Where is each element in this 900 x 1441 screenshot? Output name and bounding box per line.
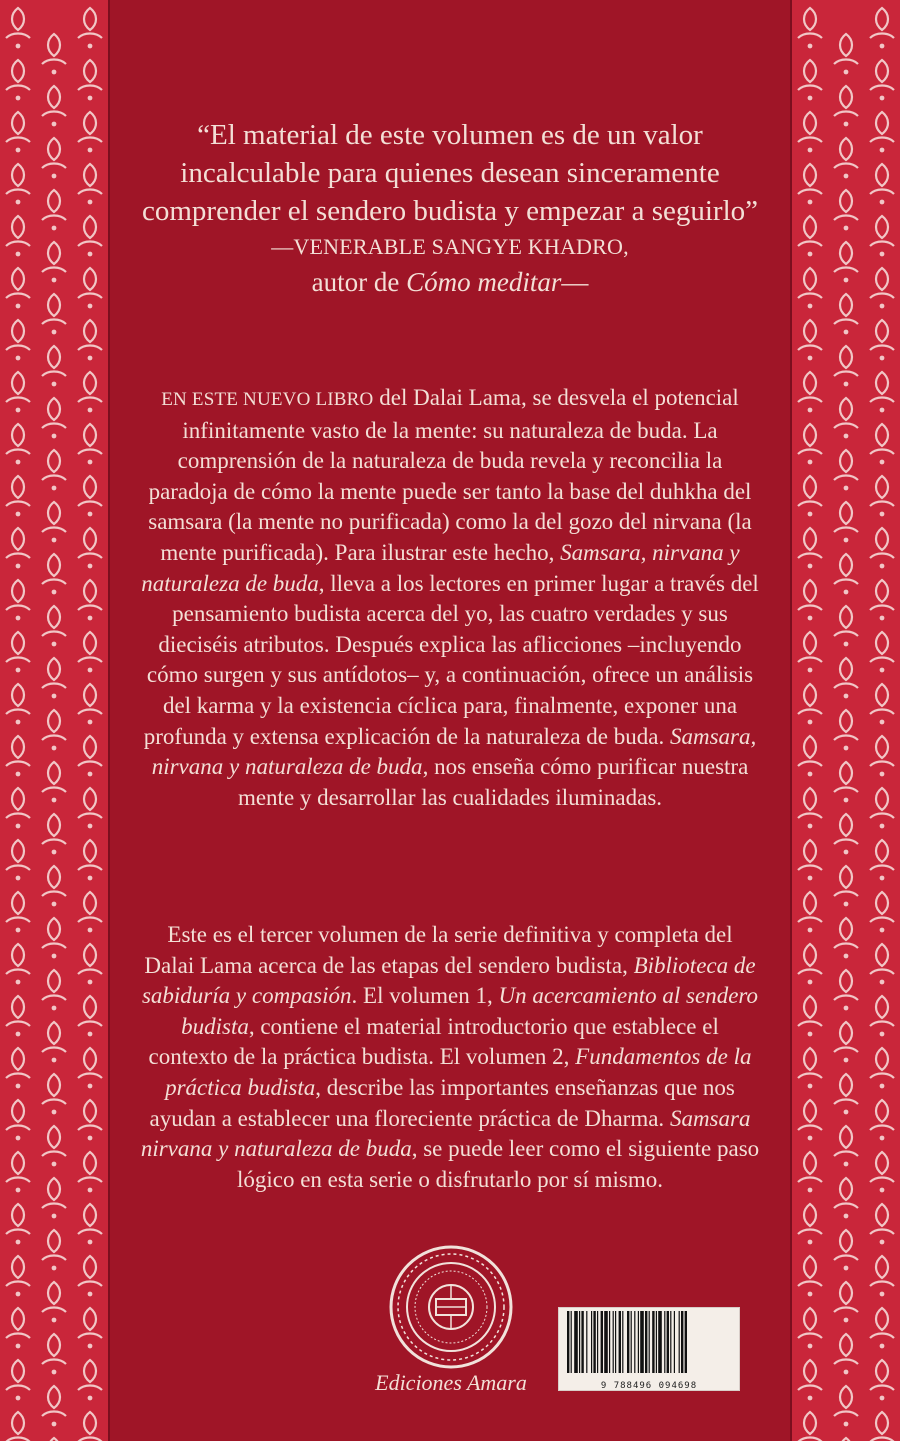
ornament-motif-icon	[6, 528, 30, 568]
publisher-name: Ediciones Amara	[375, 1370, 527, 1395]
ornament-motif-icon	[798, 944, 822, 984]
book-title: Samsara, nirvana y naturaleza de buda	[151, 723, 757, 780]
ornament-motif-icon	[798, 892, 822, 932]
ornament-motif-icon	[798, 164, 822, 204]
ornament-motif-icon	[834, 918, 858, 958]
ornament-motif-icon	[78, 8, 102, 48]
barcode-bar	[656, 1311, 657, 1373]
ornament-motif-icon	[6, 840, 30, 880]
ornament-motif-icon	[6, 8, 30, 48]
ornament-motif-icon	[870, 112, 894, 152]
ornament-motif-icon	[6, 1100, 30, 1140]
ornament-motif-icon	[834, 294, 858, 334]
ornament-motif-icon	[78, 476, 102, 516]
ornament-motif-icon	[798, 736, 822, 776]
ornament-motif-icon	[870, 788, 894, 828]
ornament-motif-icon	[6, 1152, 30, 1192]
ornament-motif-icon	[870, 60, 894, 100]
ornament-motif-icon	[42, 450, 66, 490]
ornament-motif-icon	[834, 346, 858, 386]
ornament-motif-icon	[798, 580, 822, 620]
ornament-motif-icon	[798, 840, 822, 880]
ornamental-border-left	[0, 0, 108, 1441]
description-paragraph: EN ESTE NUEVO LIBRO del Dalai Lama, se desvela el potencial infinitamente vasto de la mente: su naturaleza de buda. La comprensión de la naturaleza de buda revela y reconcilia la paradoja de cómo la mente puede ser tanto la base del duhkha del samsara (la mente no purificada) como la del gozo del nirvana (la mente purificada). Para ilustrar este hecho, Samsara, nirvana y naturaleza de buda, lleva a los lectores en primer lugar a través del pensamiento budista acerca del yo, las cuatro verdades y sus dieciséis atributos. Después explica las aflicciones –incluyendo cómo surgen y sus antídotos– y, a continuación, ofrece un análisis del karma y la existencia cíclica para, finalmente, exponer una profunda y extensa explicación de la naturaleza de buda. Samsara, nirvana y naturaleza de buda, nos enseña cómo purificar nuestra mente y desarrollar las cualidades iluminadas.	[141, 385, 759, 810]
ornament-motif-icon	[6, 372, 30, 412]
ornament-motif-icon	[870, 164, 894, 204]
ornament-motif-icon	[870, 1412, 894, 1441]
ornament-motif-icon	[870, 632, 894, 672]
ornament-motif-icon	[78, 632, 102, 672]
ornament-motif-icon	[42, 502, 66, 542]
ornament-motif-icon	[834, 502, 858, 542]
ornament-motif-icon	[78, 996, 102, 1036]
quote-line: “El material de este volumen es de un valor	[197, 119, 703, 151]
ornament-motif-icon	[42, 398, 66, 438]
ornament-motif-icon	[798, 1204, 822, 1244]
ornament-motif-icon	[834, 398, 858, 438]
ornament-motif-icon	[42, 346, 66, 386]
ornament-motif-icon	[42, 1386, 66, 1426]
ornament-motif-icon	[78, 944, 102, 984]
ornament-motif-icon	[6, 684, 30, 724]
ornament-motif-icon	[6, 1412, 30, 1441]
ornament-motif-icon	[798, 788, 822, 828]
ornament-motif-icon	[798, 1412, 822, 1441]
barcode-bars	[565, 1311, 733, 1373]
ornament-motif-icon	[42, 1126, 66, 1166]
ornament-motif-icon	[6, 580, 30, 620]
ornament-motif-icon	[78, 1204, 102, 1244]
series-title: Biblioteca de sabiduría y compasión	[141, 952, 756, 1009]
ornament-motif-icon	[870, 1360, 894, 1400]
barcode-bar	[593, 1311, 595, 1373]
barcode-bar	[681, 1311, 683, 1373]
ornament-motif-icon	[834, 138, 858, 178]
barcode-bar	[567, 1311, 569, 1373]
ornament-motif-icon	[870, 580, 894, 620]
ornament-motif-icon	[6, 996, 30, 1036]
ornament-motif-icon	[798, 320, 822, 360]
ornament-motif-icon	[870, 268, 894, 308]
ornament-motif-icon	[834, 1230, 858, 1270]
ornament-motif-icon	[6, 1360, 30, 1400]
ornament-motif-icon	[42, 1282, 66, 1322]
ornament-pattern	[0, 0, 108, 1441]
lead-in-caps: EN ESTE NUEVO LIBRO	[161, 389, 374, 410]
ornament-motif-icon	[78, 1048, 102, 1088]
ornament-motif-icon	[42, 294, 66, 334]
barcode-bar	[586, 1311, 587, 1373]
volume-title: Fundamentos de la práctica budista	[165, 1044, 752, 1100]
endorsement-quote	[108, 116, 792, 300]
ornament-motif-icon	[78, 1100, 102, 1140]
ornament-motif-icon	[78, 788, 102, 828]
barcode-bar	[613, 1311, 614, 1373]
ornament-motif-icon	[798, 1152, 822, 1192]
ornament-motif-icon	[798, 372, 822, 412]
ornament-motif-icon	[798, 476, 822, 516]
ornament-motif-icon	[78, 580, 102, 620]
ornament-motif-icon	[6, 268, 30, 308]
barcode-bar	[619, 1311, 621, 1373]
barcode-bar	[622, 1311, 623, 1373]
barcode-bar	[649, 1311, 650, 1373]
ornament-motif-icon	[834, 1126, 858, 1166]
ornament-motif-icon	[42, 86, 66, 126]
ornament-motif-icon	[78, 1412, 102, 1441]
ornament-motif-icon	[834, 1282, 858, 1322]
barcode-bar	[574, 1311, 578, 1373]
quote-attribution: —VENERABLE SANGYE KHADRO,	[271, 234, 629, 259]
ornament-motif-icon	[870, 1048, 894, 1088]
ornament-motif-icon	[42, 866, 66, 906]
ornament-motif-icon	[42, 1074, 66, 1114]
barcode-bar	[581, 1311, 583, 1373]
ornament-motif-icon	[42, 1178, 66, 1218]
barcode-bar	[579, 1311, 580, 1373]
volume-title: Samsara nirvana y naturaleza de buda	[140, 1105, 751, 1162]
ornament-motif-icon	[870, 1152, 894, 1192]
ornament-motif-icon	[870, 216, 894, 256]
ornament-motif-icon	[78, 1360, 102, 1400]
ornament-motif-icon	[78, 268, 102, 308]
ornament-motif-icon	[870, 736, 894, 776]
ornament-motif-icon	[6, 164, 30, 204]
ornament-motif-icon	[78, 164, 102, 204]
barcode-bar	[670, 1311, 671, 1373]
book-title: Samsara, nirvana y naturaleza de buda	[141, 539, 740, 596]
ornament-motif-icon	[834, 970, 858, 1010]
ornament-motif-icon	[78, 892, 102, 932]
ornament-motif-icon	[834, 34, 858, 74]
barcode-bar	[627, 1311, 629, 1373]
ornament-motif-icon	[798, 112, 822, 152]
ornament-motif-icon	[6, 216, 30, 256]
ornament-motif-icon	[42, 918, 66, 958]
ornament-motif-icon	[42, 1022, 66, 1062]
ornament-motif-icon	[798, 1308, 822, 1348]
ornament-motif-icon	[834, 1074, 858, 1114]
ornament-motif-icon	[834, 1178, 858, 1218]
ornament-motif-icon	[6, 320, 30, 360]
ornament-motif-icon	[834, 450, 858, 490]
ornament-motif-icon	[42, 554, 66, 594]
barcode-bar	[667, 1311, 669, 1373]
ornament-motif-icon	[42, 1230, 66, 1270]
ornament-motif-icon	[870, 892, 894, 932]
ornament-motif-icon	[870, 476, 894, 516]
barcode-bar	[604, 1311, 608, 1373]
ornament-motif-icon	[6, 892, 30, 932]
ornament-motif-icon	[870, 424, 894, 464]
ornament-motif-icon	[78, 112, 102, 152]
ornament-motif-icon	[870, 840, 894, 880]
ornament-motif-icon	[798, 216, 822, 256]
quote-line: incalculable para quienes desean sinceramente	[180, 157, 720, 189]
ornament-pattern	[792, 0, 900, 1441]
barcode-bar	[685, 1311, 687, 1373]
barcode-bar	[634, 1311, 635, 1373]
barcode-bar	[645, 1311, 647, 1373]
ornament-motif-icon	[6, 788, 30, 828]
ornament-motif-icon	[42, 606, 66, 646]
ornament-motif-icon	[834, 1334, 858, 1374]
ornament-motif-icon	[834, 866, 858, 906]
barcode-bar	[597, 1311, 598, 1373]
barcode-bar	[591, 1311, 592, 1373]
ornament-motif-icon	[870, 944, 894, 984]
ornament-motif-icon	[6, 112, 30, 152]
ornament-motif-icon	[6, 424, 30, 464]
ornament-motif-icon	[6, 476, 30, 516]
ornament-motif-icon	[834, 1386, 858, 1426]
quote-line: comprender el sendero budista y empezar a seguirlo”	[142, 195, 758, 227]
ornament-motif-icon	[870, 1100, 894, 1140]
ornament-motif-icon	[798, 996, 822, 1036]
ornament-motif-icon	[834, 814, 858, 854]
ornament-motif-icon	[834, 606, 858, 646]
barcode-bar	[658, 1311, 662, 1373]
quote-author-line: autor de Cómo meditar—	[311, 267, 589, 297]
ornament-motif-icon	[834, 242, 858, 282]
ornament-motif-icon	[798, 424, 822, 464]
ornament-motif-icon	[798, 1100, 822, 1140]
ornament-motif-icon	[798, 8, 822, 48]
ornament-motif-icon	[870, 1204, 894, 1244]
ornament-motif-icon	[870, 528, 894, 568]
ornament-motif-icon	[834, 86, 858, 126]
ornament-motif-icon	[78, 320, 102, 360]
ornament-motif-icon	[870, 372, 894, 412]
ornament-motif-icon	[6, 944, 30, 984]
ornament-motif-icon	[834, 554, 858, 594]
ornament-motif-icon	[798, 1048, 822, 1088]
barcode-bar	[571, 1311, 572, 1373]
ornament-motif-icon	[78, 1256, 102, 1296]
ornament-motif-icon	[42, 814, 66, 854]
ornament-motif-icon	[6, 1204, 30, 1244]
ornament-motif-icon	[78, 60, 102, 100]
ornament-motif-icon	[42, 138, 66, 178]
barcode-bar	[652, 1311, 654, 1373]
ornament-motif-icon	[78, 1308, 102, 1348]
ornament-motif-icon	[78, 372, 102, 412]
ornament-motif-icon	[798, 1256, 822, 1296]
ornamental-border-right	[792, 0, 900, 1441]
ornament-motif-icon	[6, 1256, 30, 1296]
book-title: Cómo meditar	[406, 267, 562, 297]
ornament-motif-icon	[834, 1022, 858, 1062]
ornament-motif-icon	[78, 528, 102, 568]
ornament-motif-icon	[78, 736, 102, 776]
barcode-bar	[674, 1311, 675, 1373]
ornament-motif-icon	[42, 658, 66, 698]
isbn-number: 9 788496 094698	[600, 1381, 698, 1391]
ornament-motif-icon	[798, 632, 822, 672]
ornament-motif-icon	[42, 762, 66, 802]
series-paragraph: Este es el tercer volumen de la serie definitiva y completa del Dalai Lama acerca de las etapas del sendero budista, Biblioteca de sabiduría y compasión. El volumen 1, Un acercamiento al sendero budista, contiene el material introductorio que establece el contexto de la práctica budista. El volumen 2, Fundamentos de la práctica budista, describe las importantes enseñanzas que nos ayudan a establecer una floreciente práctica de Dharma. Samsara nirvana y naturaleza de buda, se puede leer como el siguiente paso lógico en esta serie o disfrutarlo por sí mismo.	[140, 922, 760, 1192]
ornament-motif-icon	[42, 970, 66, 1010]
ornament-motif-icon	[834, 658, 858, 698]
ornament-motif-icon	[834, 762, 858, 802]
ornament-motif-icon	[78, 216, 102, 256]
ornament-motif-icon	[6, 1308, 30, 1348]
barcode-bar	[615, 1311, 616, 1373]
ornament-motif-icon	[798, 684, 822, 724]
ornament-motif-icon	[870, 8, 894, 48]
ornament-motif-icon	[870, 996, 894, 1036]
ornament-motif-icon	[78, 1152, 102, 1192]
ornament-motif-icon	[798, 268, 822, 308]
barcode-bar	[631, 1311, 632, 1373]
ornament-motif-icon	[78, 424, 102, 464]
barcode-bar	[609, 1311, 610, 1373]
ornament-motif-icon	[870, 1256, 894, 1296]
ornament-motif-icon	[42, 710, 66, 750]
barcode-bar	[679, 1311, 680, 1373]
barcode	[558, 1307, 740, 1391]
barcode-bar	[601, 1311, 603, 1373]
ornament-motif-icon	[798, 528, 822, 568]
ornament-motif-icon	[834, 710, 858, 750]
barcode-bar	[664, 1311, 665, 1373]
ornament-motif-icon	[870, 320, 894, 360]
ornament-motif-icon	[6, 60, 30, 100]
ornament-motif-icon	[42, 242, 66, 282]
ornament-motif-icon	[6, 632, 30, 672]
ornament-motif-icon	[870, 1308, 894, 1348]
barcode-bar	[638, 1311, 639, 1373]
volume-title: Un acercamiento al sendero budista	[181, 983, 759, 1039]
ornament-motif-icon	[834, 190, 858, 230]
ornament-motif-icon	[6, 1048, 30, 1088]
ornament-motif-icon	[78, 684, 102, 724]
ornament-motif-icon	[798, 1360, 822, 1400]
ornament-motif-icon	[42, 34, 66, 74]
ornament-motif-icon	[78, 840, 102, 880]
ornament-motif-icon	[42, 190, 66, 230]
barcode-bar	[640, 1311, 644, 1373]
ornament-motif-icon	[798, 60, 822, 100]
ornament-motif-icon	[870, 684, 894, 724]
ornament-motif-icon	[42, 1334, 66, 1374]
ornament-motif-icon	[6, 736, 30, 776]
